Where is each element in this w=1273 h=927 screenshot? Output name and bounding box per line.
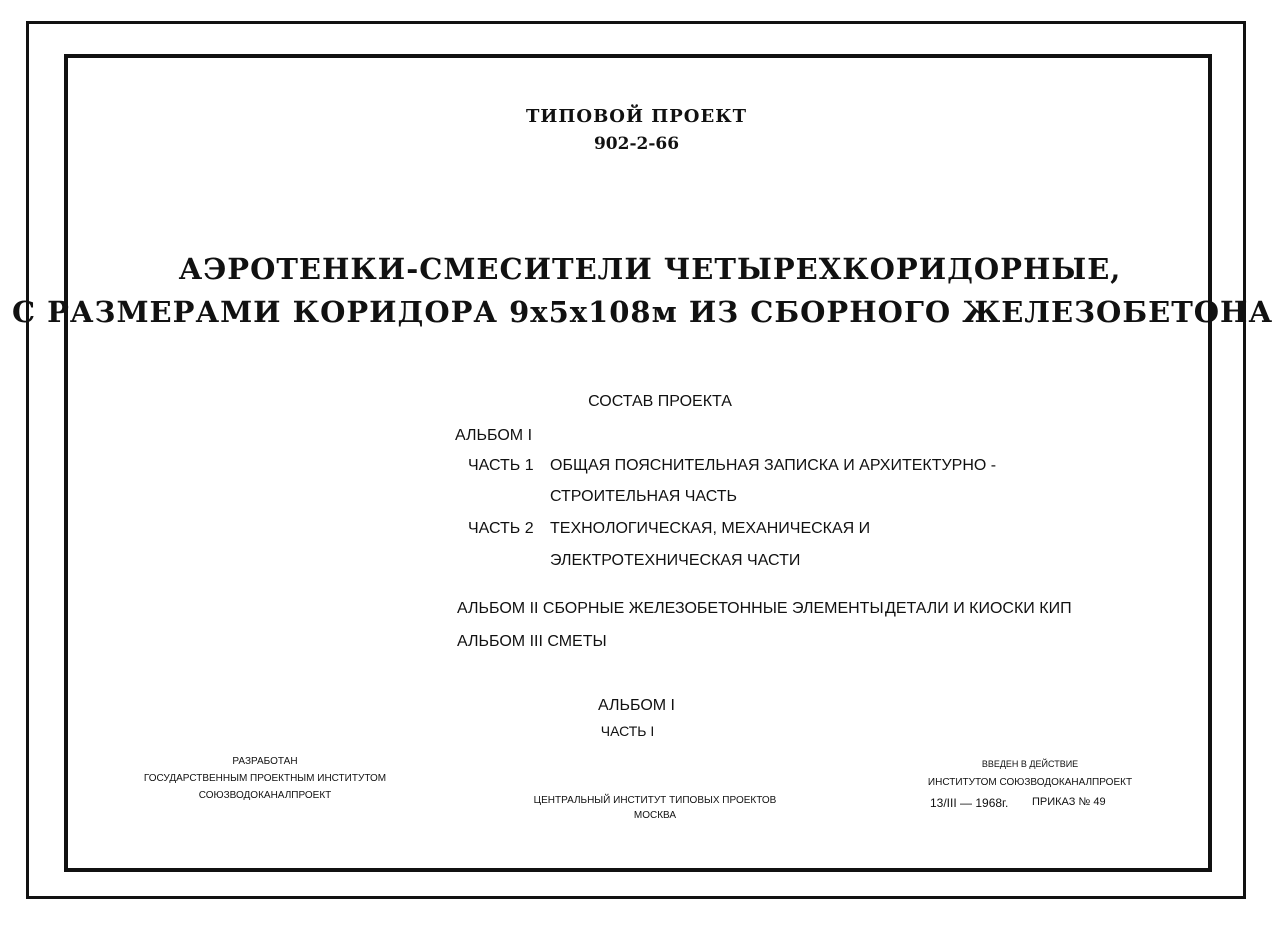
part-1-text-2: СТРОИТЕЛЬНАЯ ЧАСТЬ: [550, 488, 738, 505]
enacted-line-1: ВВЕДЕН В ДЕЙСТВИЕ: [981, 759, 1079, 769]
part-2-text-2: ЭЛЕКТРОТЕХНИЧЕСКАЯ ЧАСТИ: [550, 552, 801, 569]
project-number: 902-2-66: [593, 134, 680, 154]
part-1-text-1: ОБЩАЯ ПОЯСНИТЕЛЬНАЯ ЗАПИСКА И АРХИТЕКТУРНО -: [550, 457, 997, 474]
part-2-text-1: ТЕХНОЛОГИЧЕСКАЯ, МЕХАНИЧЕСКАЯ И: [550, 520, 871, 537]
developer-line-3: СОЮЗВОДОКАНАЛПРОЕКТ: [198, 790, 332, 801]
part-2-label: ЧАСТЬ 2: [468, 520, 534, 537]
publisher-line-2: МОСКВА: [633, 810, 677, 821]
part-1-label: ЧАСТЬ 1: [468, 457, 534, 474]
album-3-line: АЛЬБОМ III СМЕТЫ: [457, 633, 607, 650]
title-line-2: С РАЗМЕРАМИ КОРИДОРА 9х5х108м ИЗ СБОРНОГО ЖЕЛЕЗОБЕТОНА: [11, 295, 1273, 329]
enacted-order: ПРИКАЗ № 49: [1032, 796, 1106, 808]
album-2-line: АЛЬБОМ II СБОРНЫЕ ЖЕЛЕЗОБЕТОННЫЕ ЭЛЕМЕНТЫ,: [457, 600, 889, 617]
current-part: ЧАСТЬ I: [600, 723, 655, 739]
developer-line-1: РАЗРАБОТАН: [232, 756, 298, 767]
current-album: АЛЬБОМ I: [597, 697, 675, 714]
project-type: ТИПОВОЙ ПРОЕКТ: [526, 106, 747, 127]
developer-line-2: ГОСУДАРСТВЕННЫМ ПРОЕКТНЫМ ИНСТИТУТОМ: [143, 773, 387, 784]
title-line-1: АЭРОТЕНКИ-СМЕСИТЕЛИ ЧЕТЫРЕХКОРИДОРНЫЕ,: [178, 252, 1122, 286]
album-1-label: АЛЬБОМ I: [455, 427, 533, 444]
contents-heading: СОСТАВ ПРОЕКТА: [588, 393, 732, 410]
publisher-line-1: ЦЕНТРАЛЬНЫЙ ИНСТИТУТ ТИПОВЫХ ПРОЕКТОВ: [533, 795, 777, 806]
album-2-tail: ДЕТАЛИ И КИОСКИ КИП: [885, 600, 1072, 617]
enacted-line-2: ИНСТИТУТОМ СОЮЗВОДОКАНАЛПРОЕКТ: [927, 777, 1133, 788]
enacted-date: 13/III — 1968г.: [930, 796, 1009, 810]
